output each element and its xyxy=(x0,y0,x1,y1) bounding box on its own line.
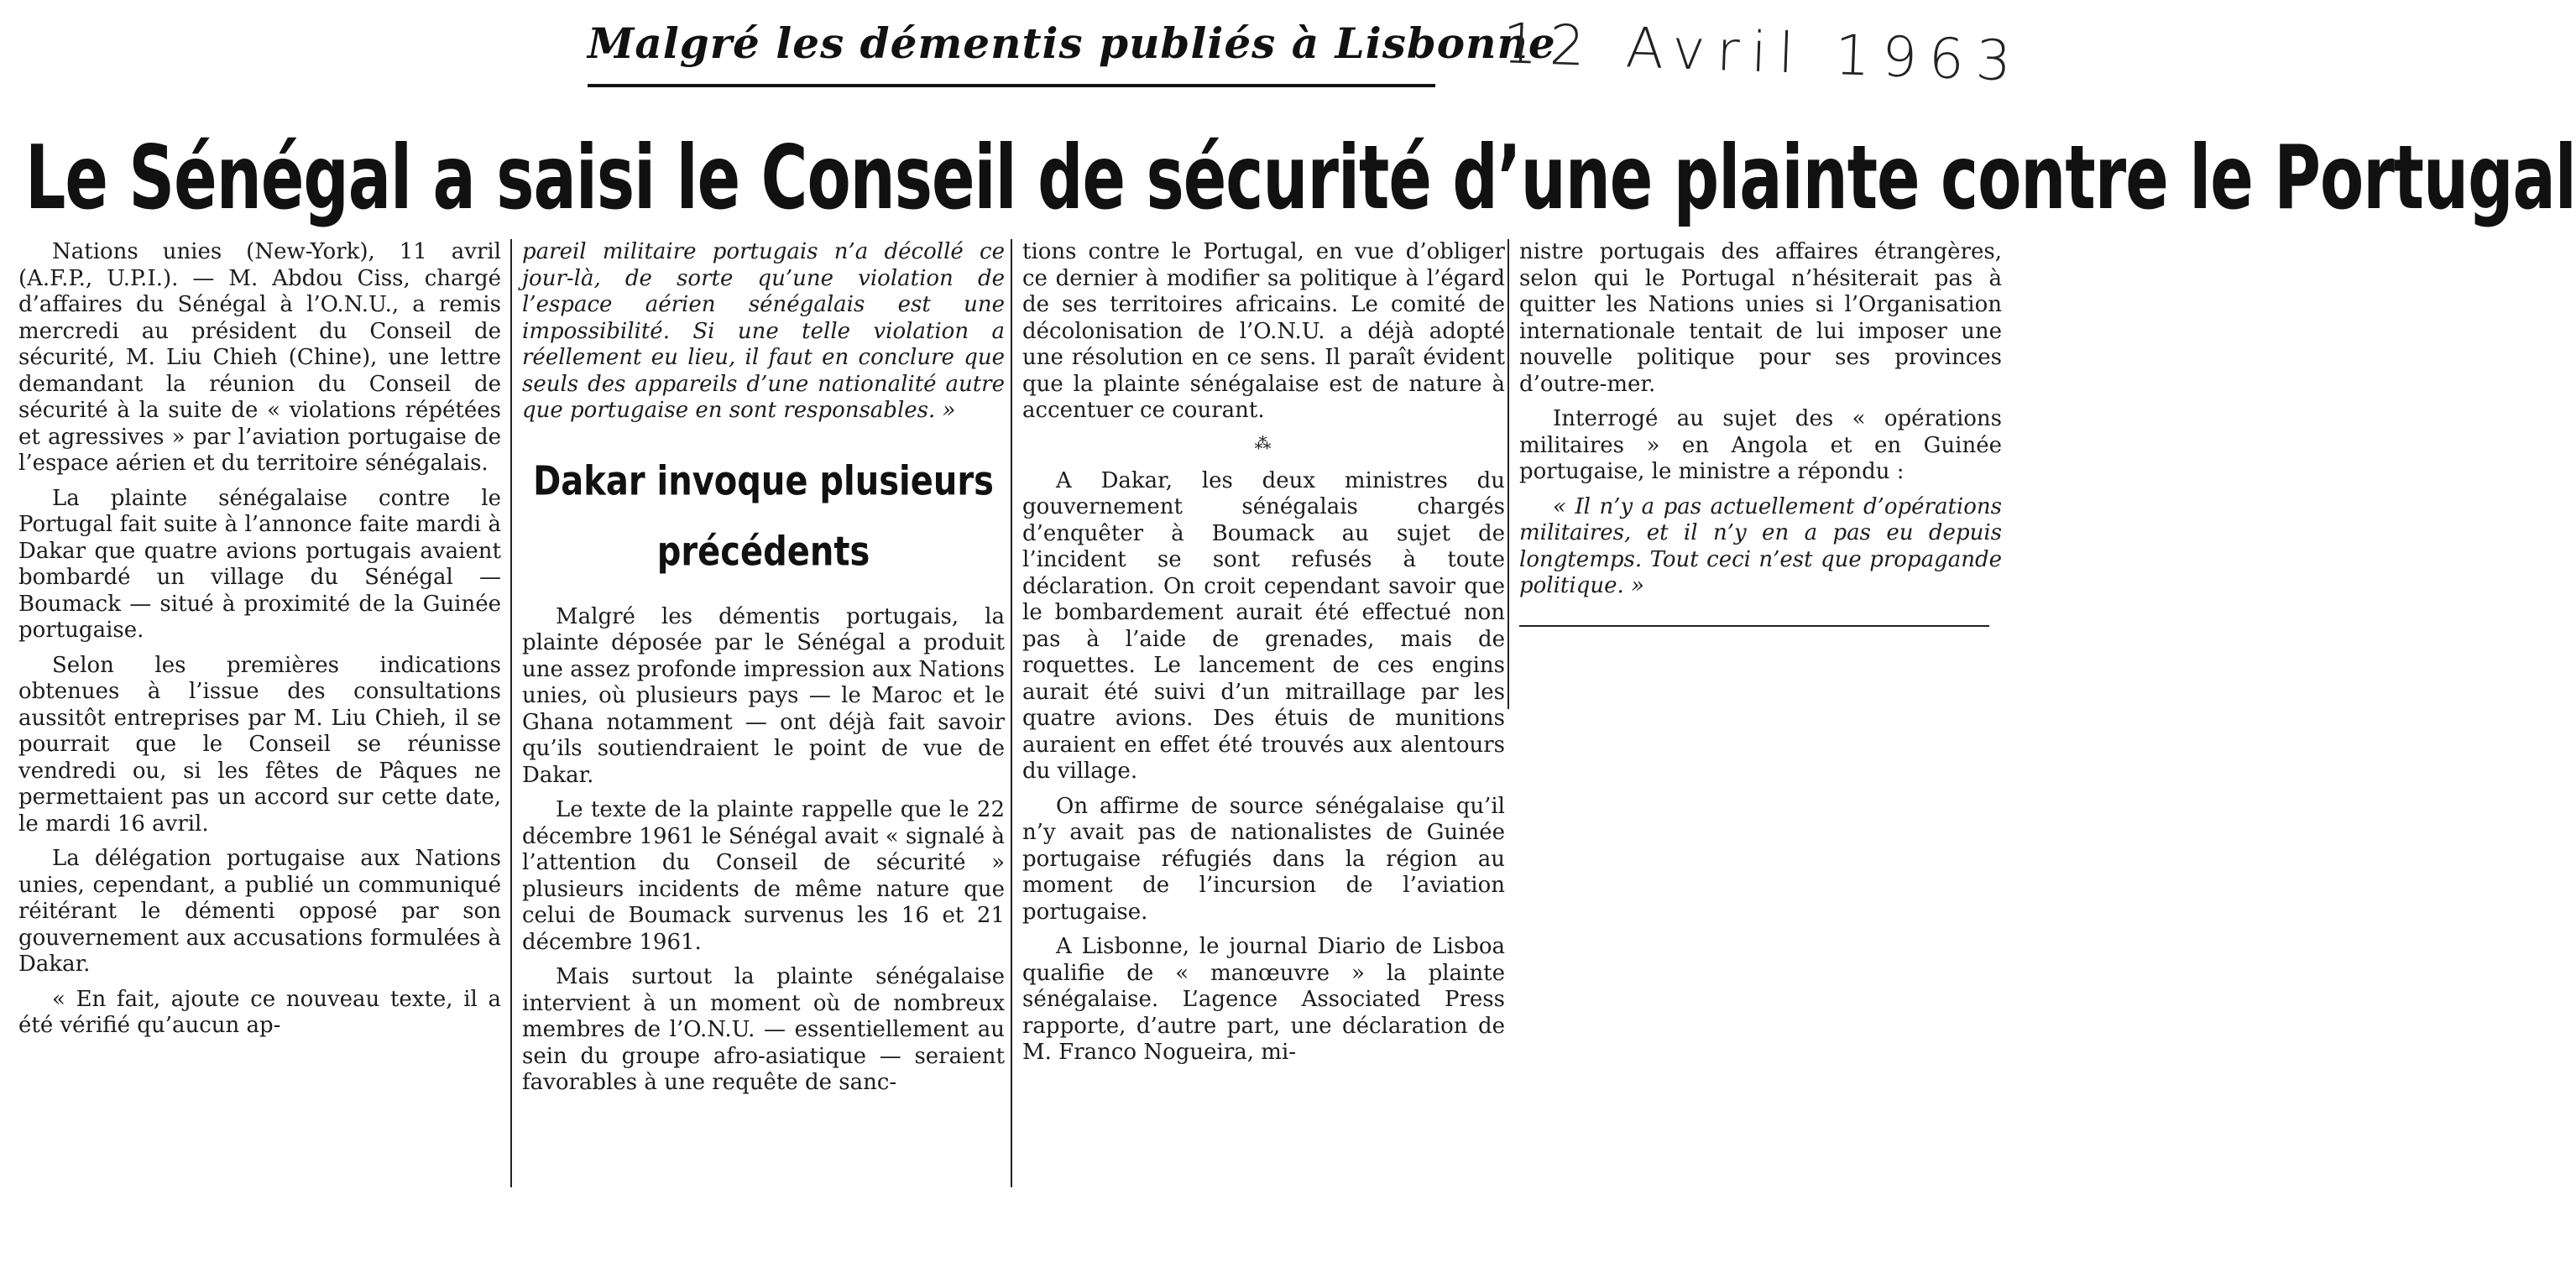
paragraph: Malgré les démentis portugais, la plainte déposée par le Sénégal a produit une assez profonde impression aux Nations unies, où plusieurs pays — le Maroc et le Ghana notamment — ont déjà fait savoir qu’ils soutiendraient le point de vue de Dakar. xyxy=(522,603,1005,788)
paragraph: « En fait, ajoute ce nouveau texte, il a été vérifié qu’aucun ap- xyxy=(18,986,501,1038)
column-divider xyxy=(510,239,512,1187)
handwritten-date: 12 Avril 1963 xyxy=(1501,11,2025,94)
article-column-2 xyxy=(522,239,1005,1105)
article-column-4 xyxy=(1519,239,2002,627)
paragraph: La plainte sénégalaise contre le Portugal fait suite à l’annonce faite mardi à Dakar que quatre avions portugais avaient bombardé un village du Sénégal — Boumack — situé à proximité de la Guinée portugaise. xyxy=(18,485,501,643)
paragraph: A Lisbonne, le journal Diario de Lisboa qualifie de « manœuvre » la plainte sénégalaise. L’agence Associated Press rapporte, d’autre part, une déclaration de M. Franco Nogueira, mi- xyxy=(1022,934,1505,1065)
paragraph: A Dakar, les deux ministres du gouvernement sénégalais chargés d’enquêter à Boumack au sujet de l’incident se sont refusés à toute déclaration. On croit cependant savoir que le bombardement aurait été effectué non pas à l’aide de grenades, mais de roquettes. Le lancement de ces engins aurait été suivi d’un mitraillage par les quatre avions. Des étuis de munitions auraient en effet été trouvés aux alentours du village. xyxy=(1022,467,1505,784)
paragraph: On affirme de source sénégalaise qu’il n’y avait pas de nationalistes de Guinée portugaise réfugiés dans la région au moment de l’incursion de l’aviation portugaise. xyxy=(1022,793,1505,925)
paragraph: nistre portugais des affaires étrangères, selon qui le Portugal n’hésiterait pas à quitter les Nations unies si l’Organisation internationale tentait de lui imposer une nouvelle politique pour ses provinces d’outre-mer. xyxy=(1519,239,2002,397)
paragraph: Selon les premières indications obtenues à l’issue des consultations aussitôt entreprises par M. Liu Chieh, il se pourrait que le Conseil se réunisse vendredi ou, si les fêtes de Pâques ne permettaient pas un accord sur cette date, le mardi 16 avril. xyxy=(18,652,501,837)
end-rule xyxy=(1519,625,1989,627)
paragraph: Interrogé au sujet des « opérations militaires » en Angola et en Guinée portugaise, le ministre a répondu : xyxy=(1519,406,2002,484)
subheading: Dakar invoque plusieurs précédents xyxy=(533,457,994,576)
section-separator-stars: ⁂ xyxy=(1254,432,1273,453)
article-column-1 xyxy=(18,239,501,1048)
headline: Le Sénégal a saisi le Conseil de sécurité d’une plainte contre le Portugal xyxy=(25,126,2576,229)
kicker-underline xyxy=(588,84,1435,87)
paragraph: Mais surtout la plainte sénégalaise intervient à un moment où de nombreux membres de l’O.N.U. — essentiellement au sein du groupe afro-asiatique — seraient favorables à une requête de sanc- xyxy=(522,964,1005,1095)
kicker-title: Malgré les démentis publiés à Lisbonne xyxy=(588,18,1556,68)
column-divider xyxy=(1507,239,1509,709)
paragraph: Nations unies (New-York), 11 avril (A.F.P., U.P.I.). — M. Abdou Ciss, chargé d’affaires du Sénégal à l’O.N.U., a remis mercredi au président du Conseil de sécurité, M. Liu Chieh (Chine), une lettre demandant la réunion du Conseil de sécurité à la suite de « violations répétées et agressives » par l’aviation portugaise de l’espace aérien et du territoire sénégalais. xyxy=(18,239,501,476)
quote-paragraph: pareil militaire portugais n’a décollé ce jour-là, de sorte qu’une violation de l’espace aérien sénégalais est une impossibilité. Si une telle violation a réellement eu lieu, il faut en conclure que seuls des appareils d’une nationalité autre que portugaise en sont responsables. » xyxy=(522,239,1005,423)
paragraph: La délégation portugaise aux Nations unies, cependant, a publié un communiqué réitérant le démenti opposé par son gouvernement aux accusations formulées à Dakar. xyxy=(18,846,501,977)
column-divider xyxy=(1011,239,1012,1187)
paragraph: tions contre le Portugal, en vue d’obliger ce dernier à modifier sa politique à l’égard de ses territoires africains. Le comité de décolonisation de l’O.N.U. a déjà adopté une résolution en ce sens. Il paraît évident que la plainte sénégalaise est de nature à accentuer ce courant. xyxy=(1022,239,1505,423)
paragraph: Le texte de la plainte rappelle que le 22 décembre 1961 le Sénégal avait « signalé à l’attention du Conseil de sécurité » plusieurs incidents de même nature que celui de Boumack survenus les 16 et 21 décembre 1961. xyxy=(522,797,1005,955)
article-column-3 xyxy=(1022,239,1505,1075)
quote-paragraph: « Il n’y a pas actuellement d’opérations militaires, et il n’y en a pas eu depuis longtemps. Tout ceci n’est que propagande politique. » xyxy=(1519,493,2002,598)
